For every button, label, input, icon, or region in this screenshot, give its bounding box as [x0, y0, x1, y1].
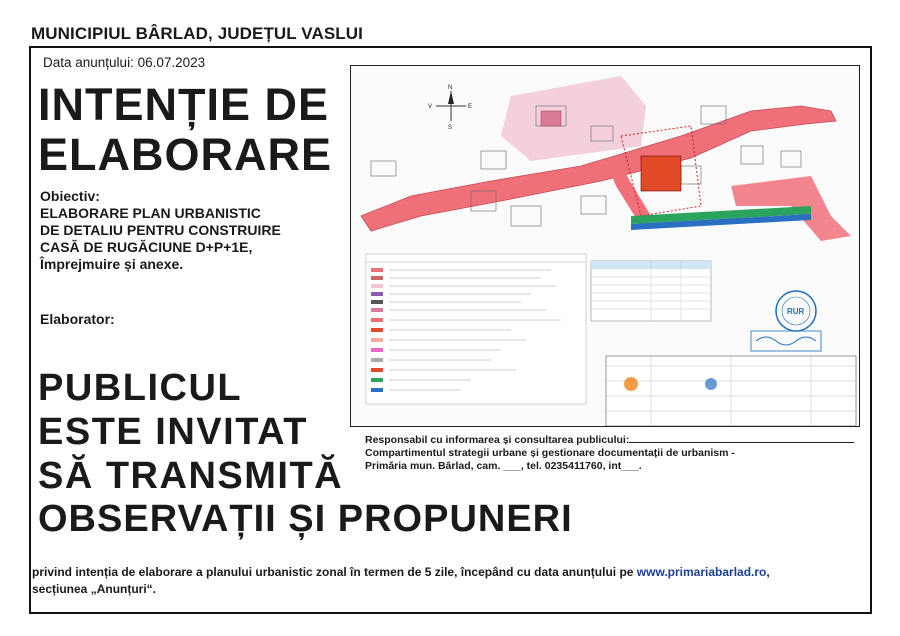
- stamp-text: RUR: [787, 307, 805, 316]
- title-line-2: ELABORARE: [38, 129, 333, 180]
- plan-svg: [351, 66, 860, 427]
- compass-s: S: [448, 125, 453, 131]
- compass-n: N: [448, 85, 453, 91]
- objective-line-2: DE DETALIU PENTRU CONSTRUIRE: [40, 222, 281, 238]
- compass-e: E: [468, 104, 473, 110]
- rur-stamp-icon: [776, 291, 816, 331]
- pink-building: [541, 111, 561, 126]
- title-line-1: INTENȚIE DE: [38, 79, 330, 130]
- objective-line-4: Împrejmuire și anexe.: [40, 256, 184, 272]
- announcement-date: Data anunțului: 06.07.2023: [43, 55, 206, 70]
- objective-line-1: ELABORARE PLAN URBANISTIC: [40, 205, 261, 221]
- footer-section: secțiunea „Anunțuri“.: [32, 582, 157, 596]
- company-logo-icon: [624, 377, 638, 391]
- municipality-header: MUNICIPIUL BÂRLAD, JUDEȚUL VASLUI: [31, 24, 363, 43]
- secondary-logo-icon: [705, 378, 717, 390]
- invitation-line-2: ESTE INVITAT: [38, 411, 308, 453]
- website-link[interactable]: www.primariabarlad.ro: [636, 565, 767, 579]
- contact-line-1: Responsabil cu informarea și consultarea publicului:: [365, 434, 630, 446]
- contact-line-1-row: [365, 432, 865, 447]
- announcement-title: [38, 80, 332, 180]
- objective-block: [40, 188, 355, 273]
- plan-title-block: [606, 356, 856, 426]
- urban-plan-drawing: [350, 65, 860, 427]
- footer-text: [32, 564, 872, 598]
- footer-text-main: privind intenția de elaborare a planului urbanistic zonal în termen de 5 zile, începând cu data anunțului pe: [32, 565, 637, 579]
- compass-icon: [428, 85, 472, 131]
- contact-blank: [629, 432, 854, 443]
- signature-stamp: [751, 331, 821, 351]
- invitation-line-3: SĂ TRANSMITĂ: [38, 455, 344, 497]
- contact-block: [365, 432, 865, 473]
- contact-line-2: Compartimentul strategii urbane și gestionare documentații de urbanism -: [365, 447, 735, 459]
- objective-line-3: CASĂ DE RUGĂCIUNE D+P+1E,: [40, 239, 253, 255]
- elaborator-label: Elaborator:: [40, 311, 115, 327]
- objective-label: Obiectiv:: [40, 188, 100, 204]
- plan-legend: [366, 254, 586, 404]
- footer-comma: ,: [766, 565, 770, 579]
- compass-v: V: [428, 104, 433, 110]
- signature-scribble: [756, 337, 816, 345]
- proposed-building: [641, 156, 681, 191]
- contact-line-3: Primăria mun. Bârlad, cam. ___, tel. 0235411760, int___.: [365, 460, 642, 472]
- invitation-block: [38, 366, 343, 498]
- invitation-line-4: OBSERVAȚII ȘI PROPUNERI: [38, 498, 573, 540]
- invitation-line-1: PUBLICUL: [38, 367, 243, 409]
- plan-stats-table: [591, 261, 711, 321]
